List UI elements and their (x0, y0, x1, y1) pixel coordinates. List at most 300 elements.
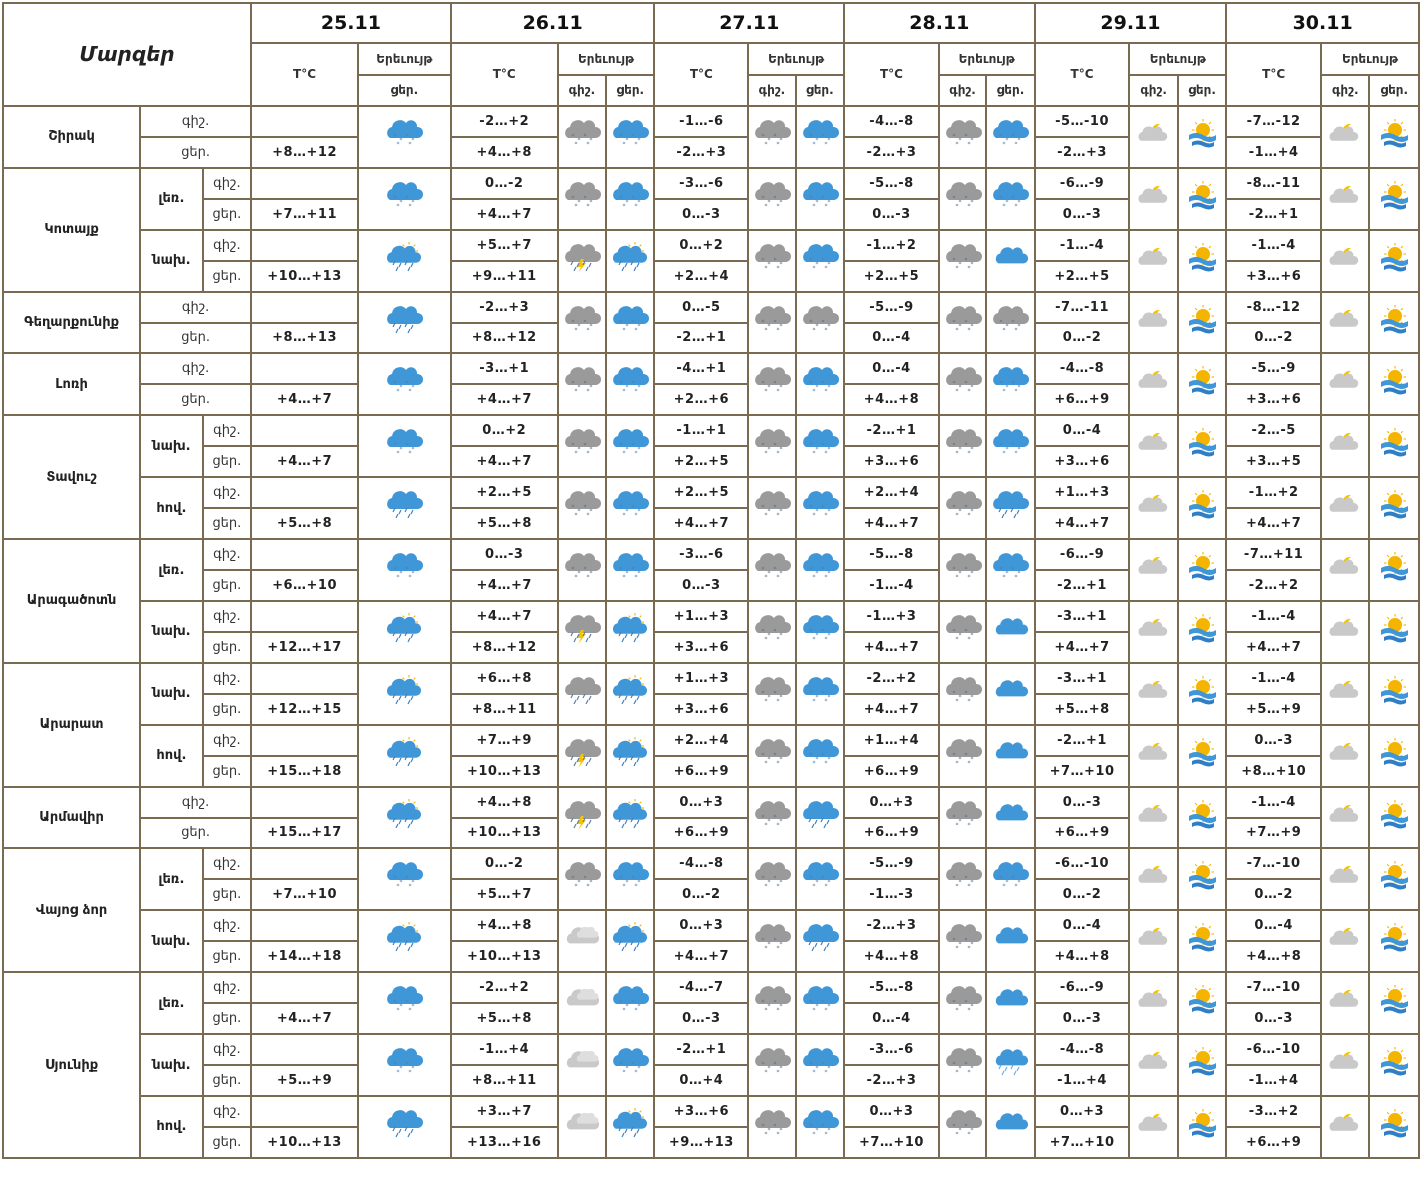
svg-text:*: * (764, 140, 768, 148)
svg-text:*: * (622, 202, 626, 210)
svg-text:*: * (809, 132, 813, 140)
svg-text:*: * (625, 1003, 629, 1011)
grey-snow-cloud-icon (752, 180, 792, 218)
weather-icon-cell (1178, 601, 1226, 663)
table-row (3, 353, 1419, 384)
weather-icon-cell (1178, 848, 1226, 910)
weather-icon-cell (558, 292, 606, 354)
svg-text:*: * (812, 450, 816, 458)
svg-text:*: * (1017, 446, 1021, 454)
weather-icon-cell (358, 601, 451, 663)
day-temperature: +2…+5 (1035, 261, 1130, 292)
svg-text:*: * (767, 322, 771, 330)
svg-text:*: * (809, 751, 813, 759)
svg-text:*: * (821, 380, 825, 388)
night-temperature: -7…+11 (1226, 539, 1321, 570)
svg-text:*: * (970, 631, 974, 639)
day-temperature: 0…-3 (844, 199, 939, 230)
svg-text:*: * (967, 326, 971, 334)
svg-text:*: * (399, 879, 403, 887)
day-temperature: +12…+17 (251, 632, 358, 663)
day-temperature: +4…+7 (654, 941, 748, 972)
light-grey-cloud-icon (562, 922, 602, 960)
date-header: 27.11 (654, 3, 844, 43)
night-temperature (251, 168, 358, 199)
svg-text:*: * (764, 450, 768, 458)
svg-text:*: * (393, 566, 397, 573)
night-temperature: 0…-2 (451, 168, 558, 199)
night-subheader: գիշ. (1129, 75, 1177, 106)
snow-cloud-icon (800, 180, 840, 218)
svg-text:*: * (589, 322, 593, 330)
svg-text:*: * (634, 202, 638, 210)
day-temperature: -1…+4 (1226, 137, 1321, 168)
svg-text:*: * (967, 264, 971, 272)
day-temperature: +4…+8 (844, 941, 939, 972)
sun-rain-cloud-icon (384, 242, 424, 280)
svg-text:*: * (408, 450, 412, 458)
svg-text:*: * (583, 875, 587, 883)
night-temperature (251, 910, 358, 941)
weather-icon-cell (939, 353, 986, 415)
day-temperature: +4…+7 (1035, 632, 1130, 663)
svg-text:*: * (809, 380, 813, 388)
weather-icon-cell (1369, 663, 1419, 725)
weather-icon-cell (558, 477, 606, 539)
sun-rain-cloud-icon (384, 922, 424, 960)
svg-text:*: * (637, 136, 641, 144)
svg-text:*: * (1005, 879, 1009, 887)
temp-header: T°C (1035, 43, 1130, 106)
time-of-day-day: ցեր. (203, 261, 251, 292)
night-temperature (251, 972, 358, 1003)
zone-name: նախ. (140, 230, 203, 292)
night-temperature: 0…-4 (844, 353, 939, 384)
svg-text:*: * (952, 132, 956, 140)
svg-text:*: * (619, 132, 623, 140)
sun-blue-cloud-icon (1374, 304, 1414, 342)
snow-cloud-icon (990, 365, 1030, 403)
weather-icon-cell (939, 477, 986, 539)
weather-icon-cell (748, 168, 795, 230)
svg-text:*: * (967, 821, 971, 829)
phenomenon-header: Երեւույթ (748, 43, 844, 75)
grey-snow-cloud-icon (562, 860, 602, 898)
day-temperature: +4…+8 (1226, 941, 1321, 972)
time-of-day-night: գիշ. (203, 910, 251, 941)
weather-icon-cell (796, 601, 844, 663)
sun-blue-cloud-icon (1182, 922, 1222, 960)
zone-name: լեռ. (140, 539, 203, 601)
weather-icon-cell (986, 415, 1034, 477)
moon-cloud-icon (1325, 180, 1365, 218)
svg-text:*: * (625, 879, 629, 887)
weather-icon-cell (358, 168, 451, 230)
svg-text:*: * (405, 442, 409, 450)
sun-blue-cloud-icon (1374, 799, 1414, 837)
svg-text:*: * (776, 697, 780, 705)
night-temperature: -4…-8 (844, 106, 939, 137)
moon-cloud-icon (1325, 489, 1365, 527)
weather-icon-cell (1321, 910, 1369, 972)
night-temperature: -4…-8 (654, 848, 748, 879)
blue-cloud-icon (990, 799, 1030, 837)
night-temperature: 0…-3 (451, 539, 558, 570)
day-temperature: +8…+10 (1226, 756, 1321, 787)
moon-cloud-icon (1134, 984, 1174, 1022)
moon-cloud-icon (1134, 489, 1174, 527)
sun-rain-cloud-icon (384, 675, 424, 713)
svg-text:*: * (821, 256, 825, 264)
weather-icon-cell (1321, 292, 1369, 354)
grey-snow-cloud-icon (943, 675, 983, 713)
svg-text:*: * (625, 322, 629, 330)
svg-text:*: * (764, 264, 768, 272)
time-of-day-day: ցեր. (203, 570, 251, 601)
weather-icon-cell (1178, 477, 1226, 539)
svg-text:*: * (970, 755, 974, 763)
svg-text:*: * (1014, 450, 1018, 458)
day-temperature: +4…+7 (251, 384, 358, 415)
night-temperature: -6…-9 (1035, 972, 1130, 1003)
svg-text:*: * (631, 380, 635, 388)
svg-text:*: * (970, 260, 974, 268)
day-temperature: +3…+6 (844, 446, 939, 477)
snow-cloud-icon (990, 860, 1030, 898)
svg-text:*: * (761, 813, 765, 821)
moon-cloud-icon (1325, 1108, 1365, 1146)
svg-text:*: * (827, 693, 831, 701)
svg-text:*: * (958, 384, 962, 392)
snow-cloud-icon (800, 675, 840, 713)
night-temperature: -2…+2 (451, 972, 558, 1003)
day-temperature: 0…-2 (654, 879, 748, 910)
svg-text:*: * (821, 999, 825, 1007)
svg-text:*: * (583, 566, 587, 573)
weather-icon-cell (986, 725, 1034, 787)
svg-text:*: * (970, 817, 974, 825)
night-temperature (251, 663, 358, 694)
svg-text:*: * (1011, 380, 1015, 388)
svg-text:*: * (970, 941, 974, 949)
weather-icon-cell (1369, 353, 1419, 415)
svg-text:*: * (952, 566, 956, 573)
day-temperature: +10…+13 (251, 1127, 358, 1158)
night-temperature (251, 1034, 358, 1065)
weather-icon-cell (558, 910, 606, 972)
snow-cloud-icon (800, 984, 840, 1022)
moon-cloud-icon (1134, 860, 1174, 898)
svg-text:*: * (824, 140, 828, 148)
grey-rain-cloud-icon (562, 675, 602, 713)
night-temperature: -3…+1 (1035, 601, 1130, 632)
svg-text:*: * (586, 883, 590, 891)
time-of-day-night: գիշ. (140, 292, 251, 323)
time-of-day-day: ցեր. (203, 446, 251, 477)
weather-icon-cell (1369, 539, 1419, 601)
svg-text:*: * (958, 260, 962, 268)
svg-text:*: * (631, 1061, 635, 1068)
svg-text:*: * (773, 999, 777, 1007)
grey-snow-cloud-icon (562, 118, 602, 156)
svg-text:*: * (634, 140, 638, 148)
svg-text:*: * (779, 508, 783, 516)
time-of-day-day: ցեր. (140, 323, 251, 354)
weather-icon-cell (939, 539, 986, 601)
svg-text:*: * (812, 1069, 816, 1076)
day-temperature: +7…+10 (844, 1127, 939, 1158)
svg-text:*: * (827, 508, 831, 516)
weather-icon-cell (1369, 787, 1419, 849)
phenomenon-header: Երեւույթ (939, 43, 1035, 75)
svg-text:*: * (637, 446, 641, 454)
day-subheader: ցեր. (358, 75, 451, 106)
weather-icon-cell (986, 292, 1034, 354)
region-name: Վայոց ձոր (3, 848, 140, 972)
svg-text:*: * (405, 875, 409, 883)
night-temperature: 0…-3 (1035, 787, 1130, 818)
svg-text:*: * (999, 194, 1003, 202)
svg-text:*: * (964, 937, 968, 945)
svg-text:*: * (577, 570, 581, 577)
svg-text:*: * (779, 260, 783, 268)
day-temperature: +6…+10 (251, 570, 358, 601)
svg-text:*: * (1002, 202, 1006, 210)
weather-icon-cell (1178, 1034, 1226, 1096)
svg-text:*: * (955, 697, 959, 705)
svg-text:*: * (1002, 574, 1006, 581)
svg-text:*: * (1014, 388, 1018, 396)
svg-text:*: * (952, 689, 956, 697)
weather-icon-cell (939, 230, 986, 292)
day-temperature: +4…+7 (451, 384, 558, 415)
svg-text:*: * (964, 751, 968, 759)
svg-text:*: * (809, 875, 813, 883)
svg-text:*: * (583, 194, 587, 202)
snow-cloud-icon (990, 427, 1030, 465)
svg-text:*: * (967, 574, 971, 581)
moon-cloud-icon (1134, 922, 1174, 960)
svg-text:*: * (779, 136, 783, 144)
svg-text:*: * (779, 446, 783, 454)
weather-icon-cell (606, 106, 654, 168)
table-row (3, 910, 1419, 941)
svg-text:*: * (399, 136, 403, 144)
snow-cloud-icon (384, 118, 424, 156)
svg-text:*: * (815, 1003, 819, 1011)
svg-text:*: * (952, 813, 956, 821)
svg-text:*: * (574, 202, 578, 210)
moon-cloud-icon (1325, 242, 1365, 280)
svg-text:*: * (761, 194, 765, 202)
day-temperature: +7…+11 (251, 199, 358, 230)
night-temperature: -8…-11 (1226, 168, 1321, 199)
moon-cloud-icon (1325, 922, 1365, 960)
day-temperature: +5…+9 (251, 1065, 358, 1096)
snow-cloud-icon (610, 365, 650, 403)
weather-icon-cell (1369, 972, 1419, 1034)
svg-text:*: * (405, 1061, 409, 1068)
weather-icon-cell (1321, 106, 1369, 168)
weather-icon-cell (558, 415, 606, 477)
night-temperature: +4…+8 (451, 910, 558, 941)
svg-text:*: * (776, 635, 780, 643)
night-temperature: -2…+1 (1035, 725, 1130, 756)
svg-text:*: * (637, 322, 641, 330)
svg-text:*: * (964, 627, 968, 635)
date-header: 26.11 (451, 3, 655, 43)
svg-text:*: * (773, 875, 777, 883)
weather-icon-cell (606, 848, 654, 910)
weather-icon-cell (558, 601, 606, 663)
weather-icon-cell (1369, 477, 1419, 539)
svg-text:*: * (955, 450, 959, 458)
svg-text:*: * (1017, 136, 1021, 144)
svg-text:*: * (1005, 136, 1009, 144)
time-of-day-night: գիշ. (203, 539, 251, 570)
svg-text:*: * (571, 132, 575, 140)
grey-snow-cloud-icon (752, 1046, 792, 1084)
svg-text:*: * (764, 1007, 768, 1015)
night-temperature: -4…+1 (654, 353, 748, 384)
svg-text:*: * (619, 194, 623, 202)
moon-cloud-icon (1325, 737, 1365, 775)
svg-text:*: * (767, 941, 771, 949)
svg-text:*: * (970, 384, 974, 392)
svg-text:*: * (827, 1065, 831, 1072)
day-temperature: +4…+8 (451, 137, 558, 168)
sun-rain-cloud-icon (610, 922, 650, 960)
day-temperature: +3…+6 (1226, 261, 1321, 292)
phenomenon-header: Երեւույթ (358, 43, 451, 75)
svg-text:*: * (1014, 140, 1018, 148)
svg-text:*: * (761, 689, 765, 697)
weather-icon-cell (1178, 972, 1226, 1034)
sun-blue-cloud-icon (1182, 1108, 1222, 1146)
snow-cloud-icon (384, 427, 424, 465)
weather-icon-cell (1369, 601, 1419, 663)
weather-icon-cell (1369, 725, 1419, 787)
svg-text:*: * (809, 627, 813, 635)
svg-text:*: * (824, 574, 828, 581)
svg-text:*: * (776, 1069, 780, 1076)
svg-text:*: * (952, 194, 956, 202)
svg-text:*: * (779, 570, 783, 577)
sun-blue-cloud-icon (1182, 365, 1222, 403)
svg-text:*: * (958, 508, 962, 516)
night-temperature: 0…-5 (654, 292, 748, 323)
svg-text:*: * (967, 450, 971, 458)
day-temperature: +3…+6 (1035, 446, 1130, 477)
region-name: Լոռի (3, 353, 140, 415)
weather-icon-cell (986, 230, 1034, 292)
svg-text:*: * (411, 879, 415, 887)
svg-text:*: * (589, 384, 593, 392)
day-temperature: +15…+18 (251, 756, 358, 787)
moon-cloud-icon (1325, 675, 1365, 713)
svg-text:*: * (815, 446, 819, 454)
svg-text:*: * (1017, 198, 1021, 206)
snow-cloud-icon (610, 427, 650, 465)
svg-text:*: * (586, 202, 590, 210)
svg-text:*: * (955, 759, 959, 767)
weather-icon-cell (796, 1096, 844, 1158)
svg-text:*: * (827, 570, 831, 577)
weather-icon-cell (1129, 168, 1177, 230)
svg-text:*: * (761, 442, 765, 450)
night-temperature: -6…-9 (1035, 539, 1130, 570)
grey-snow-cloud-icon (752, 860, 792, 898)
svg-text:*: * (970, 322, 974, 330)
svg-text:*: * (773, 442, 777, 450)
svg-text:*: * (761, 937, 765, 945)
night-temperature: -3…-6 (654, 168, 748, 199)
night-temperature: 0…-2 (451, 848, 558, 879)
svg-text:*: * (586, 512, 590, 520)
weather-icon-cell (1129, 106, 1177, 168)
svg-text:*: * (955, 1069, 959, 1076)
weather-icon-cell (796, 1034, 844, 1096)
sun-rain-cloud-icon (384, 737, 424, 775)
day-temperature: +4…+7 (844, 508, 939, 539)
grey-snow-cloud-icon (943, 1108, 983, 1146)
weather-icon-cell (1178, 353, 1226, 415)
weather-icon-cell (1321, 848, 1369, 910)
svg-text:*: * (779, 198, 783, 206)
weather-icon-cell (606, 477, 654, 539)
weather-icon-cell (606, 1034, 654, 1096)
svg-text:*: * (999, 132, 1003, 140)
snow-cloud-icon (800, 1046, 840, 1084)
svg-text:*: * (827, 136, 831, 144)
snow-cloud-icon (800, 365, 840, 403)
svg-text:*: * (999, 380, 1003, 388)
night-temperature: -5…-9 (844, 292, 939, 323)
svg-text:*: * (776, 574, 780, 581)
svg-text:*: * (952, 937, 956, 945)
weather-icon-cell (939, 106, 986, 168)
night-temperature: +3…+7 (451, 1096, 558, 1127)
svg-text:*: * (589, 136, 593, 144)
svg-text:*: * (408, 574, 412, 581)
night-subheader: գիշ. (558, 75, 606, 106)
svg-text:*: * (824, 883, 828, 891)
svg-text:*: * (952, 627, 956, 635)
svg-text:*: * (955, 945, 959, 953)
weather-icon-cell (1129, 1096, 1177, 1158)
moon-cloud-icon (1325, 427, 1365, 465)
svg-text:*: * (586, 326, 590, 334)
weather-icon-cell (986, 787, 1034, 849)
moon-cloud-icon (1134, 365, 1174, 403)
svg-text:*: * (619, 875, 623, 883)
sun-rain-cloud-icon (610, 799, 650, 837)
grey-snow-cloud-icon (943, 304, 983, 342)
night-temperature: 0…+3 (654, 787, 748, 818)
svg-text:*: * (776, 140, 780, 148)
svg-text:*: * (809, 999, 813, 1007)
svg-text:*: * (399, 1003, 403, 1011)
svg-text:*: * (776, 821, 780, 829)
zone-name: նախ. (140, 415, 203, 477)
night-temperature: -6…-10 (1226, 1034, 1321, 1065)
svg-text:*: * (764, 574, 768, 581)
svg-text:*: * (809, 442, 813, 450)
time-of-day-day: ցեր. (203, 1003, 251, 1034)
date-header: 25.11 (251, 3, 451, 43)
weather-icon-cell (358, 477, 451, 539)
grey-snow-cloud-icon (562, 180, 602, 218)
